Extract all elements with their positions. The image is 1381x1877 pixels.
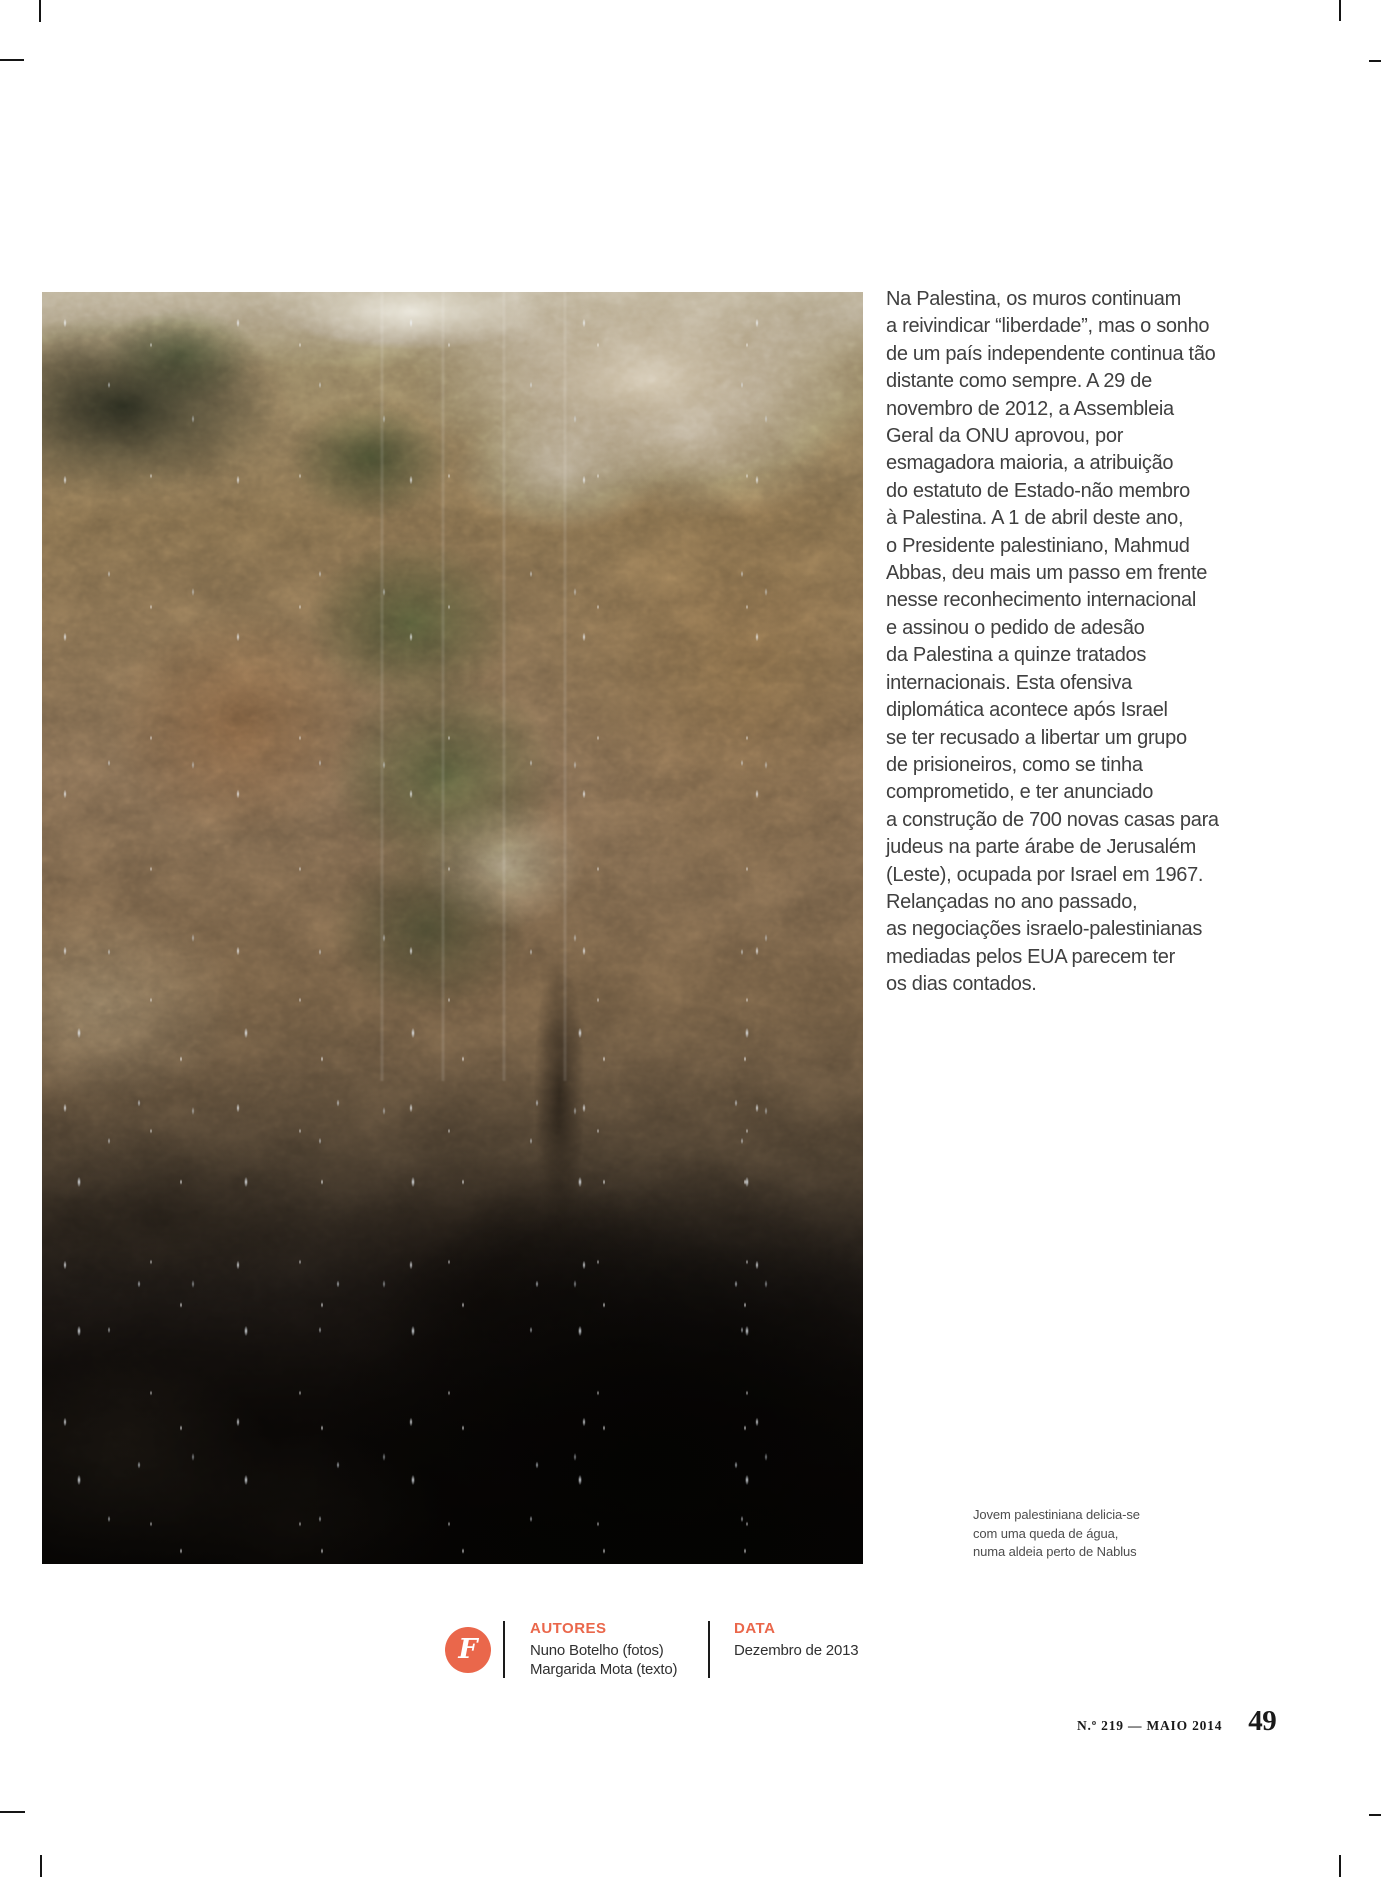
article-line: nesse reconhecimento internacional [886, 589, 1196, 612]
article-line: internacionais. Esta ofensiva [886, 671, 1132, 694]
article-line: Abbas, deu mais um passo em frente [886, 562, 1208, 585]
crop-mark-top-right-v [1339, 0, 1341, 21]
caption-line: numa aldeia perto de Nablus [973, 1544, 1137, 1560]
photo-water-droplets-dark-area [42, 992, 863, 1564]
crop-mark-top-right-h [1369, 60, 1381, 62]
article-line: judeus na parte árabe de Jerusalém [886, 836, 1197, 859]
date-value: Dezembro de 2013 [734, 1642, 859, 1659]
article-line: da Palestina a quinze tratados [886, 644, 1147, 667]
article-line: e assinou o pedido de adesão [886, 616, 1145, 639]
crop-mark-bottom-right-h [1369, 1814, 1381, 1816]
article-line: a construção de 700 novas casas para [886, 808, 1219, 831]
article-line: diplomática acontece após Israel [886, 699, 1168, 722]
magazine-logo-letter: F [458, 1633, 478, 1665]
crop-mark-bottom-left-v [40, 1855, 42, 1877]
article-line: Na Palestina, os muros continuam [886, 288, 1181, 310]
credits-divider-1 [503, 1621, 505, 1678]
issue-label: N.º 219 — MAIO 2014 [1077, 1718, 1223, 1733]
article-line: esmagadora maioria, a atribuição [886, 452, 1174, 475]
article-line: a reivindicar “liberdade”, mas o sonho [886, 315, 1210, 338]
article-line: Relançadas no ano passado, [886, 890, 1138, 913]
article-line: de um país independente continua tão [886, 342, 1216, 365]
magazine-logo [445, 1627, 491, 1673]
date-label: DATA [734, 1620, 776, 1637]
article-line: de prisioneiros, como se tinha [886, 753, 1143, 776]
page-number: 49 [1248, 1705, 1277, 1737]
article-line: comprometido, e ter anunciado [886, 781, 1154, 804]
crop-mark-bottom-right-v [1339, 1855, 1341, 1877]
article-line: as negociações israelo-palestinianas [886, 918, 1203, 941]
crop-mark-top-left-h [0, 59, 24, 61]
author-credit: Margarida Mota (texto) [530, 1661, 678, 1678]
caption-line: Jovem palestiniana delicia-se [973, 1507, 1140, 1522]
article-line: mediadas pelos EUA parecem ter [886, 945, 1175, 968]
photo-caption [973, 1506, 1140, 1562]
article-line: novembro de 2012, a Assembleia [886, 397, 1174, 420]
caption-line: com uma queda de água, [973, 1525, 1119, 1541]
crop-mark-top-left-v [39, 0, 41, 22]
article-line: se ter recusado a libertar um grupo [886, 726, 1187, 749]
authors-block [530, 1620, 677, 1679]
article-line: distante como sempre. A 29 de [886, 370, 1152, 393]
page-footer [1077, 1705, 1276, 1738]
article-line: à Palestina. A 1 de abril deste ano, [886, 507, 1184, 530]
waterfall-photo [42, 292, 863, 1564]
author-credit: Nuno Botelho (fotos) [530, 1642, 664, 1659]
article-line: Geral da ONU aprovou, por [886, 425, 1124, 448]
authors-label: AUTORES [530, 1620, 607, 1637]
article-line: o Presidente palestiniano, Mahmud [886, 534, 1190, 557]
date-block [734, 1620, 858, 1660]
article-text [886, 286, 1238, 999]
article-line: do estatuto de Estado-não membro [886, 479, 1190, 502]
article-line: os dias contados. [886, 973, 1037, 996]
crop-mark-bottom-left-h [0, 1811, 25, 1813]
credits-divider-2 [708, 1621, 710, 1678]
article-line: (Leste), ocupada por Israel em 1967. [886, 863, 1204, 886]
